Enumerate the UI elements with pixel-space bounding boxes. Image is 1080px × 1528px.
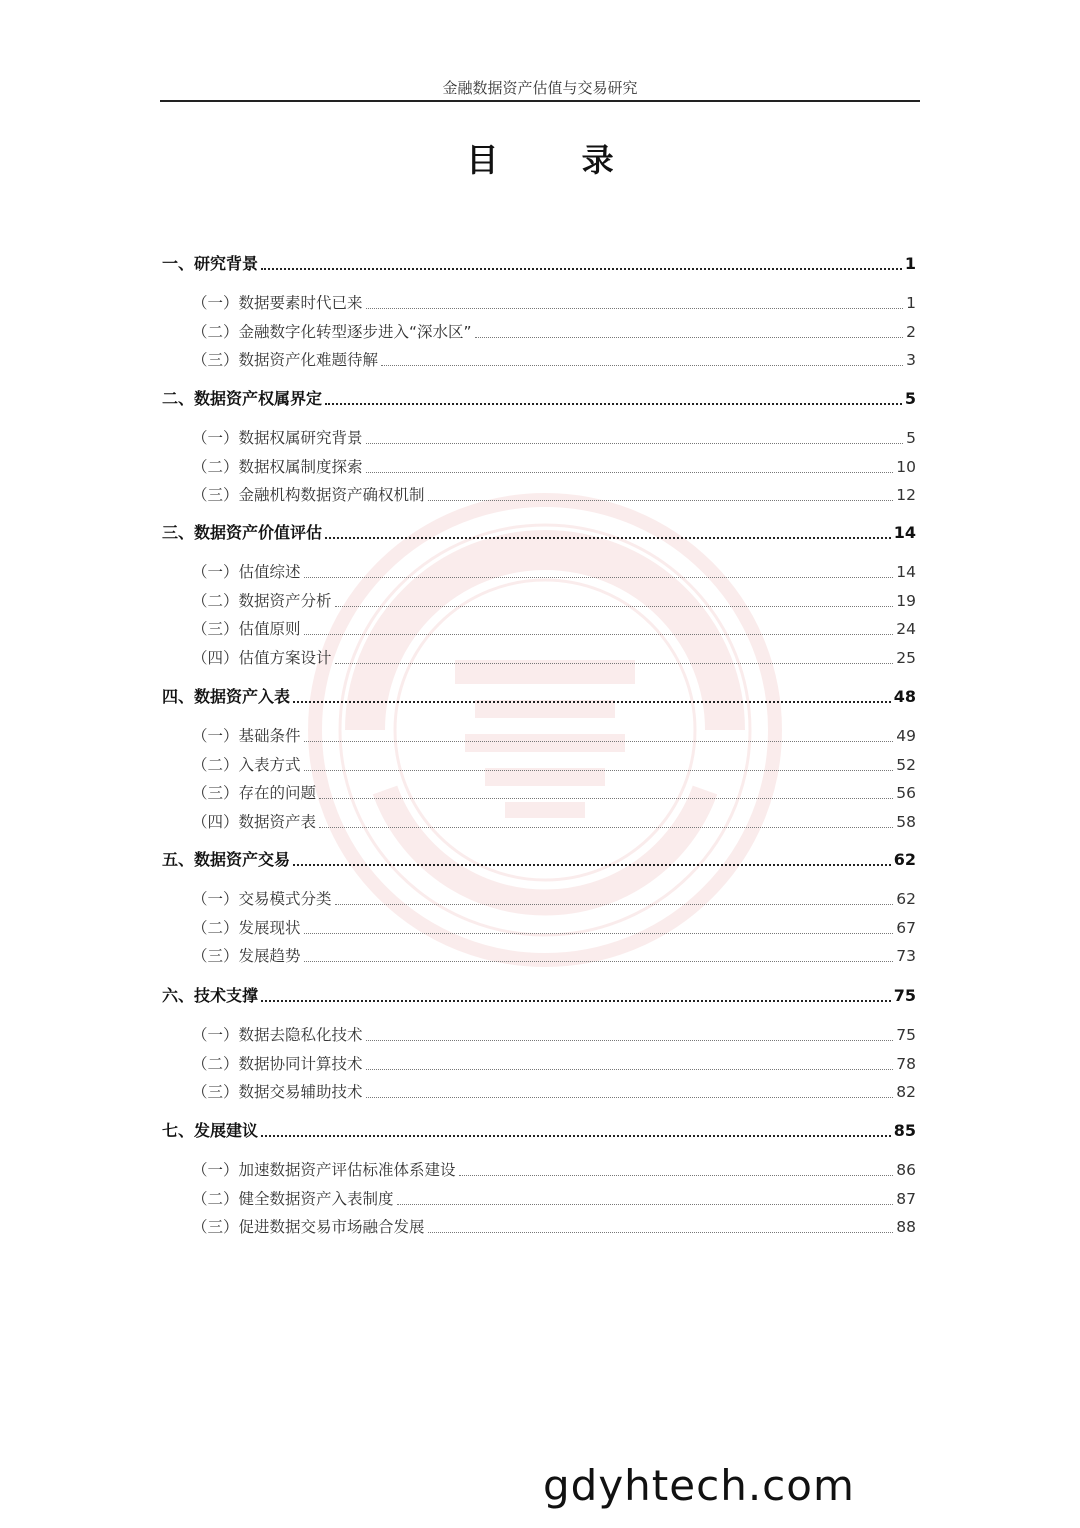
toc-chapter-entry[interactable] [162, 984, 916, 1008]
toc-page-number: 5 [906, 429, 916, 447]
toc-dot-leader [304, 634, 894, 635]
toc-dot-leader [304, 961, 894, 962]
toc-section-label: （二）数据资产分析 [192, 591, 332, 610]
toc-dot-leader [261, 1000, 891, 1002]
toc-section-label: （一）数据权属研究背景 [192, 429, 363, 447]
toc-page-number: 14 [893, 523, 916, 542]
toc-page-number: 19 [896, 591, 916, 610]
toc-dot-leader [319, 827, 893, 828]
toc-section-entry[interactable] [192, 810, 916, 834]
toc-dot-leader [261, 268, 902, 270]
toc-dot-leader [335, 606, 894, 607]
toc-section-entry[interactable] [192, 348, 916, 372]
toc-page-number: 75 [896, 1026, 916, 1044]
toc-chapter-entry[interactable] [162, 685, 916, 709]
site-watermark-text: gdyhtech.com [543, 1461, 855, 1510]
toc-section-label: （二）数据协同计算技术 [192, 1054, 363, 1073]
toc-section-label: （二）数据权属制度探索 [192, 457, 363, 476]
header-rule [160, 100, 920, 102]
toc-section-entry[interactable] [192, 483, 916, 507]
toc-chapter-entry[interactable] [162, 252, 916, 276]
toc-section-label: （二）金融数字化转型逐步进入“深水区” [192, 322, 472, 341]
toc-page-number: 1 [904, 254, 916, 273]
toc-dot-leader [293, 864, 891, 866]
toc-dot-leader [366, 443, 904, 444]
toc-page-number: 73 [896, 947, 916, 965]
toc-page-number: 86 [896, 1161, 916, 1179]
toc-section-label: （一）数据要素时代已来 [192, 294, 363, 312]
toc-chapter-entry[interactable] [162, 848, 916, 872]
toc-page-number: 5 [904, 389, 916, 408]
toc-page-number: 75 [893, 986, 916, 1005]
toc-page-number: 3 [906, 351, 916, 369]
toc-dot-leader [325, 403, 902, 405]
toc-dot-leader [475, 337, 904, 338]
toc-section-entry[interactable] [192, 291, 916, 315]
toc-dot-leader [397, 1204, 894, 1205]
toc-section-label: （三）促进数据交易市场融合发展 [192, 1218, 425, 1236]
toc-section-label: （一）加速数据资产评估标准体系建设 [192, 1161, 456, 1179]
toc-section-label: （四）数据资产表 [192, 812, 317, 831]
toc-section-label: （一）基础条件 [192, 727, 301, 745]
toc-page-number: 88 [896, 1218, 916, 1236]
toc-dot-leader [459, 1175, 894, 1176]
toc-page-number: 10 [896, 457, 916, 476]
toc-chapter-entry[interactable] [162, 1119, 916, 1143]
toc-section-label: （三）数据资产化难题待解 [192, 351, 379, 369]
toc-section-label: （二）发展现状 [192, 918, 301, 937]
toc-page-number: 82 [896, 1083, 916, 1101]
toc-section-entry[interactable] [192, 1052, 916, 1076]
toc-page-number: 62 [896, 890, 916, 908]
toc-section-entry[interactable] [192, 944, 916, 968]
toc-section-entry[interactable] [192, 455, 916, 479]
toc-chapter-label: 四、数据资产入表 [162, 687, 291, 706]
toc-section-label: （一）数据去隐私化技术 [192, 1026, 363, 1044]
toc-chapter-label: 七、发展建议 [162, 1121, 259, 1140]
toc-section-label: （三）发展趋势 [192, 947, 301, 965]
toc-section-entry[interactable] [192, 1215, 916, 1239]
toc-dot-leader [366, 1040, 894, 1041]
toc-page-number: 1 [906, 294, 916, 312]
toc-dot-leader [261, 1135, 891, 1137]
toc-dot-leader [304, 933, 894, 934]
toc-page-number: 14 [896, 563, 916, 581]
toc-section-entry[interactable] [192, 617, 916, 641]
toc-section-label: （二）入表方式 [192, 755, 301, 774]
toc-section-entry[interactable] [192, 589, 916, 613]
toc-page-number: 48 [893, 687, 916, 706]
toc-page-number: 85 [893, 1121, 916, 1140]
toc-dot-leader [428, 500, 894, 501]
toc-section-entry[interactable] [192, 887, 916, 911]
toc-chapter-label: 三、数据资产价值评估 [162, 523, 323, 542]
toc-dot-leader [366, 1097, 894, 1098]
toc-dot-leader [293, 701, 891, 703]
toc-section-entry[interactable] [192, 646, 916, 670]
toc-chapter-entry[interactable] [162, 521, 916, 545]
toc-dot-leader [304, 770, 894, 771]
toc-section-label: （三）估值原则 [192, 620, 301, 638]
toc-chapter-label: 六、技术支撑 [162, 986, 259, 1005]
toc-section-entry[interactable] [192, 1187, 916, 1211]
toc-chapter-label: 一、研究背景 [162, 254, 259, 273]
toc-dot-leader [335, 663, 894, 664]
toc-section-entry[interactable] [192, 320, 916, 344]
toc-section-entry[interactable] [192, 1080, 916, 1104]
toc-section-label: （三）金融机构数据资产确权机制 [192, 486, 425, 504]
toc-page-number: 62 [893, 850, 916, 869]
toc-section-entry[interactable] [192, 426, 916, 450]
toc-title: 目 录 [466, 141, 650, 179]
toc-page-number: 87 [896, 1189, 916, 1208]
toc-dot-leader [381, 365, 903, 366]
toc-chapter-entry[interactable] [162, 387, 916, 411]
toc-section-entry[interactable] [192, 753, 916, 777]
toc-page-number: 25 [896, 648, 916, 667]
toc-page-number: 58 [896, 812, 916, 831]
toc-chapter-label: 五、数据资产交易 [162, 850, 291, 869]
toc-section-entry[interactable] [192, 560, 916, 584]
toc-dot-leader [304, 577, 894, 578]
toc-section-label: （三）数据交易辅助技术 [192, 1083, 363, 1101]
toc-dot-leader [366, 472, 894, 473]
toc-page-number: 49 [896, 727, 916, 745]
toc-dot-leader [335, 904, 894, 905]
toc-page-number: 52 [896, 755, 916, 774]
toc-dot-leader [304, 741, 894, 742]
toc-page-number: 56 [896, 784, 916, 802]
toc-section-label: （二）健全数据资产入表制度 [192, 1189, 394, 1208]
toc-dot-leader [428, 1232, 894, 1233]
toc-page-number: 2 [906, 322, 916, 341]
toc-dot-leader [366, 308, 904, 309]
toc-section-label: （三）存在的问题 [192, 784, 317, 802]
toc-section-entry[interactable] [192, 781, 916, 805]
toc-section-label: （四）估值方案设计 [192, 648, 332, 667]
toc-section-label: （一）交易模式分类 [192, 890, 332, 908]
toc-chapter-label: 二、数据资产权属界定 [162, 389, 323, 408]
toc-section-entry[interactable] [192, 724, 916, 748]
toc-section-entry[interactable] [192, 1158, 916, 1182]
toc-page-number: 67 [896, 918, 916, 937]
toc-section-entry[interactable] [192, 916, 916, 940]
toc-section-entry[interactable] [192, 1023, 916, 1047]
toc-dot-leader [366, 1069, 894, 1070]
toc-dot-leader [319, 798, 893, 799]
toc-section-label: （一）估值综述 [192, 563, 301, 581]
toc-dot-leader [325, 537, 891, 539]
running-header: 金融数据资产估值与交易研究 [442, 79, 638, 97]
toc-page-number: 78 [896, 1054, 916, 1073]
toc-page-number: 12 [896, 486, 916, 504]
toc-page-number: 24 [896, 620, 916, 638]
